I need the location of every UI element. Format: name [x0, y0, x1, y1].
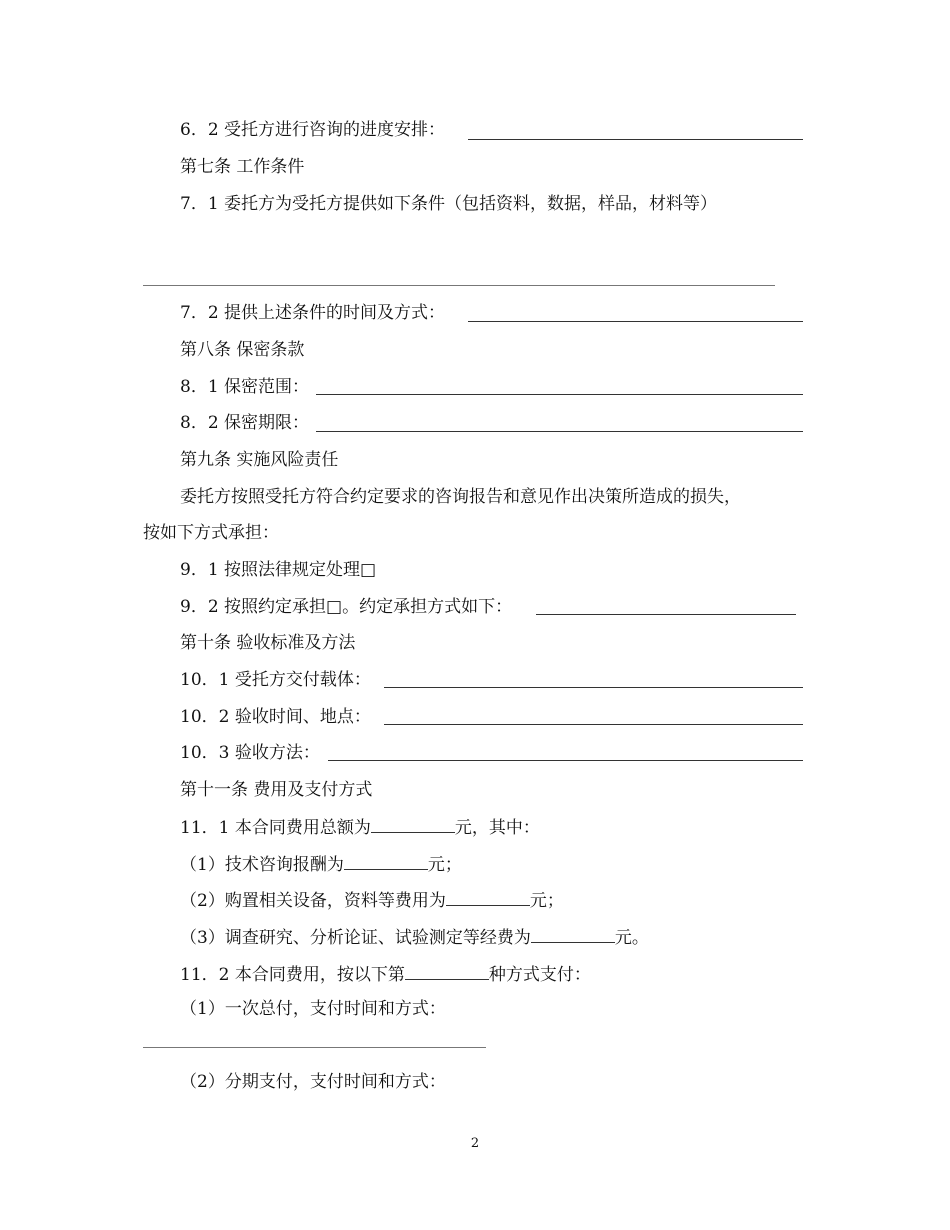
clause-9-1: 9．1 按照法律规定处理□	[180, 560, 377, 580]
clause-11-1-text: 11．1 本合同费用总额为	[180, 818, 371, 838]
fee-item-2-text: （2）购置相关设备，资料等费用为	[180, 891, 446, 911]
blank-total-amount[interactable]	[371, 814, 455, 833]
payment-option-2: （2）分期支付，支付时间和方式：	[180, 1072, 446, 1092]
blank-research-fee[interactable]	[531, 924, 615, 943]
clause-7-2: 7．2 提供上述条件的时间及方式：	[180, 303, 446, 323]
fill-line-10-1[interactable]	[384, 687, 803, 688]
fill-line-payment-1[interactable]	[143, 1047, 486, 1048]
article-9-text-line-2: 按如下方式承担：	[143, 523, 279, 543]
blank-equipment-fee[interactable]	[446, 887, 530, 906]
article-9-heading: 第九条 实施风险责任	[180, 450, 339, 470]
article-11-heading: 第十一条 费用及支付方式	[180, 780, 373, 800]
fill-line-10-3[interactable]	[328, 760, 803, 761]
clause-8-2: 8．2 保密期限：	[180, 413, 310, 433]
clause-10-2: 10．2 验收时间、地点：	[180, 707, 371, 727]
article-8-heading: 第八条 保密条款	[180, 340, 305, 360]
article-10-heading: 第十条 验收标准及方法	[180, 633, 356, 653]
clause-11-1	[180, 814, 540, 840]
clause-11-2	[180, 961, 591, 987]
clause-6-2: 6．2 受托方进行咨询的进度安排：	[180, 120, 446, 140]
fill-line-7-1[interactable]	[143, 285, 775, 286]
clause-10-1: 10．1 受托方交付载体：	[180, 670, 371, 690]
fill-line-8-1[interactable]	[316, 394, 803, 395]
blank-consulting-fee[interactable]	[344, 851, 428, 870]
page-number: 2	[470, 1136, 480, 1151]
fee-item-3-text: （3）调查研究、分析论证、试验测定等经费为	[180, 928, 531, 948]
fill-line-9-2[interactable]	[536, 614, 796, 615]
fee-item-1-text: （1）技术咨询报酬为	[180, 855, 344, 875]
clause-8-1: 8．1 保密范围：	[180, 377, 310, 397]
payment-option-1: （1）一次总付，支付时间和方式：	[180, 999, 446, 1019]
article-9-text-line-1: 委托方按照受托方符合约定要求的咨询报告和意见作出决策所造成的损失，	[180, 487, 741, 507]
fill-line-10-2[interactable]	[384, 724, 803, 725]
fee-item-3-suffix: 元。	[614, 928, 649, 948]
clause-9-2: 9．2 按照约定承担□。约定承担方式如下：	[180, 597, 513, 617]
clause-11-2-suffix: 种方式支付：	[488, 965, 591, 985]
article-7-heading: 第七条 工作条件	[180, 157, 305, 177]
fee-item-2-suffix: 元；	[529, 891, 564, 911]
fill-line-7-2[interactable]	[468, 321, 803, 322]
fee-item-1-suffix: 元；	[427, 855, 462, 875]
fill-line-8-2[interactable]	[316, 431, 803, 432]
fee-item-2	[180, 887, 564, 913]
fill-line-6-2[interactable]	[468, 139, 803, 140]
blank-payment-method[interactable]	[405, 961, 489, 980]
clause-10-3: 10．3 验收方法：	[180, 743, 320, 763]
clause-11-1-suffix: 元，其中：	[454, 818, 540, 838]
fee-item-1	[180, 851, 462, 877]
fee-item-3	[180, 924, 649, 950]
clause-7-1: 7．1 委托方为受托方提供如下条件（包括资料，数据，样品，材料等）	[180, 194, 718, 214]
clause-11-2-text: 11．2 本合同费用，按以下第	[180, 965, 405, 985]
